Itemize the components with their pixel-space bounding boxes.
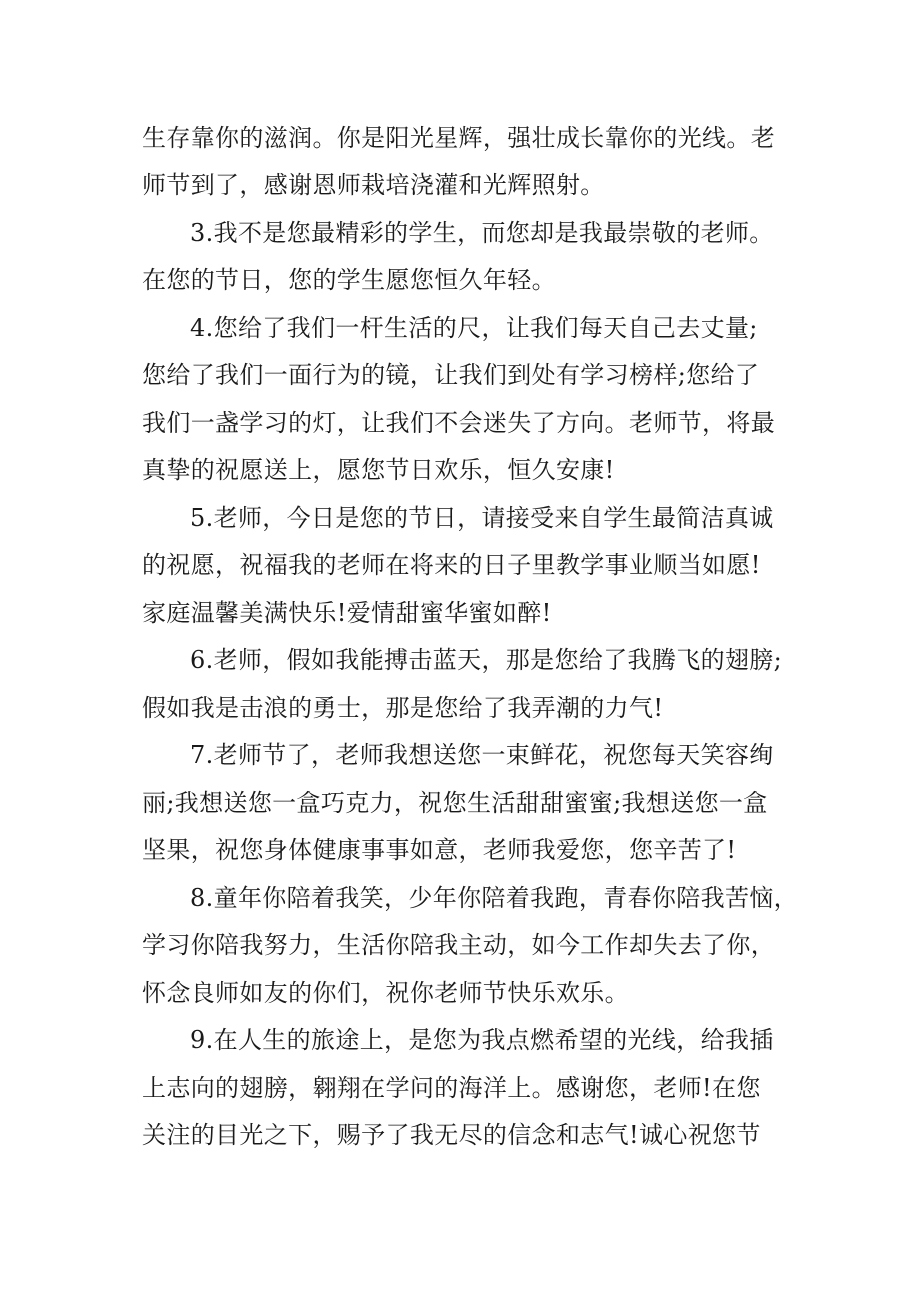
paragraph-7-line: 7.老师节了，老师我想送您一束鲜花，祝您每天笑容绚: [190, 741, 774, 769]
paragraph-3-line: 3.我不是您最精彩的学生，而您却是我最崇敬的老师。: [190, 219, 774, 247]
text-line: 家庭温馨美满快乐!爱情甜蜜华蜜如醉!: [142, 599, 552, 627]
text-line: 在您的节日，您的学生愿您恒久年轻。: [142, 266, 556, 294]
paragraph-9-line: 9.在人生的旅途上，是您为我点燃希望的光线，给我插: [190, 1026, 774, 1054]
text-line: 师节到了，感谢恩师栽培浇灌和光辉照射。: [142, 171, 605, 199]
paragraph-6-line: 6.老师，假如我能搏击蓝天，那是您给了我腾飞的翅膀;: [190, 646, 783, 674]
paragraph-5-line: 5.老师，今日是您的节日，请接受来自学生最简洁真诚: [190, 504, 774, 532]
text-line: 学习你陪我努力，生活你陪我主动，如今工作却失去了你，: [142, 931, 776, 959]
text-line: 我们一盏学习的灯，让我们不会迷失了方向。老师节，将最: [142, 409, 776, 437]
text-line: 怀念良师如友的你们，祝你老师节快乐欢乐。: [142, 979, 629, 1007]
paragraph-4-line: 4.您给了我们一杆生活的尺，让我们每天自己去丈量;: [190, 314, 758, 342]
text-line: 关注的目光之下，赐予了我无尽的信念和志气!诚心祝您节: [142, 1121, 761, 1149]
paragraph-8-line: 8.童年你陪着我笑，少年你陪着我跑，青春你陪我苦恼，: [190, 884, 798, 912]
text-line: 的祝愿，祝福我的老师在将来的日子里教学事业顺当如愿!: [142, 551, 761, 579]
text-line: 坚果，祝您身体健康事事如意，老师我爱您，您辛苦了!: [142, 836, 737, 864]
text-line: 生存靠你的滋润。你是阳光星辉，强壮成长靠你的光线。老: [142, 124, 776, 152]
text-line: 您给了我们一面行为的镜，让我们到处有学习榜样;您给了: [142, 361, 760, 389]
text-line: 真挚的祝愿送上，愿您节日欢乐，恒久安康!: [142, 456, 615, 484]
text-line: 上志向的翅膀，翱翔在学问的海洋上。感谢您，老师!在您: [142, 1074, 761, 1102]
text-line: 假如我是击浪的勇士，那是您给了我弄潮的力气!: [142, 694, 664, 722]
text-line: 丽;我想送您一盒巧克力，祝您生活甜甜蜜蜜;我想送您一盒: [142, 789, 768, 817]
